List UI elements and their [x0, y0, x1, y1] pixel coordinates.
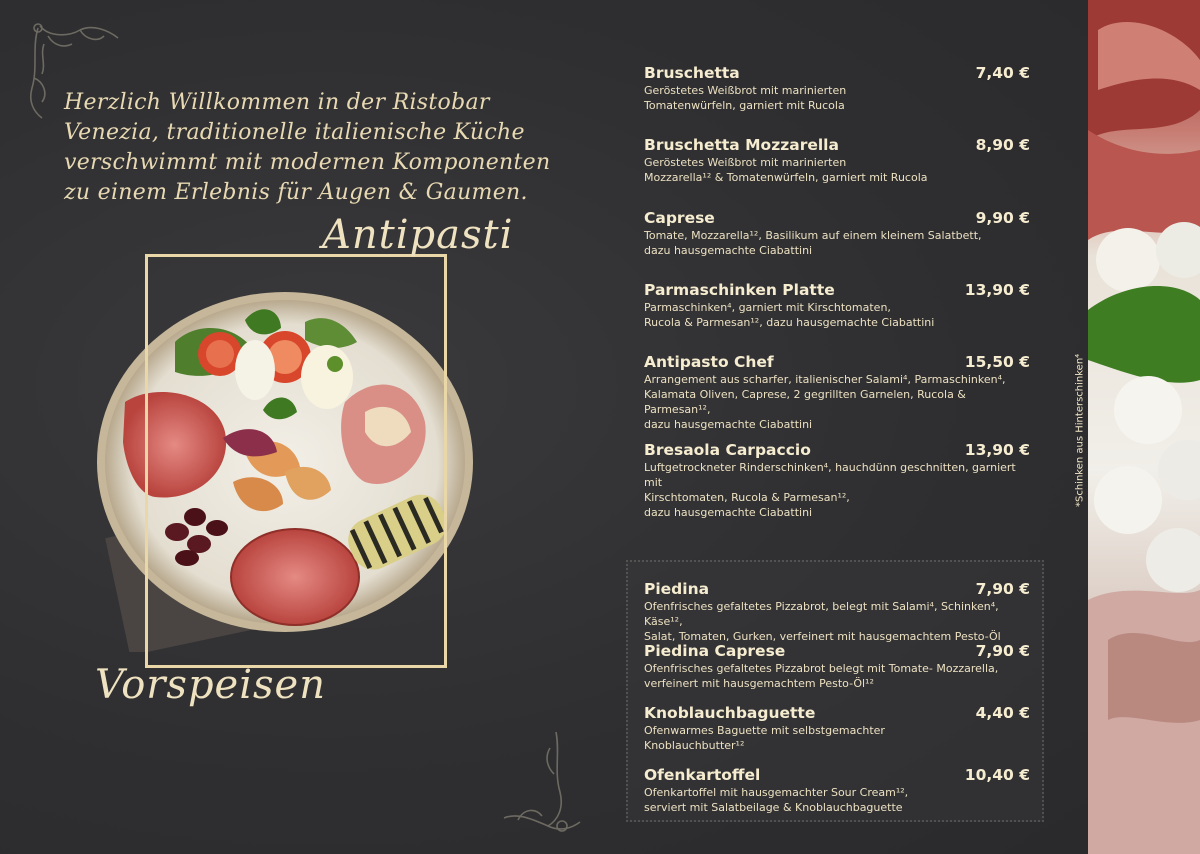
desc-line: Ofenfrisches gefaltetes Pizzabrot, belegt mit Salami⁴, Schinken⁴, Käse¹²,: [644, 600, 999, 628]
menu-item: [644, 209, 1030, 258]
desc-line: Rucola & Parmesan¹², dazu hausgemachte Ciabattini: [644, 316, 935, 329]
item-name: Bruschetta Mozzarella: [644, 136, 839, 154]
food-photo-strip: [1088, 0, 1200, 854]
desc-line: Knoblauchbutter¹²: [644, 739, 745, 752]
item-price: 15,50 €: [964, 353, 1030, 371]
desc-line: Parmaschinken⁴, garniert mit Kirschtomaten,: [644, 301, 891, 314]
item-price: 10,40 €: [964, 766, 1030, 784]
desc-line: Geröstetes Weißbrot mit marinierten: [644, 156, 847, 169]
item-name: Antipasto Chef: [644, 353, 774, 371]
desc-line: Ofenwarmes Baguette mit selbstgemachter: [644, 724, 885, 737]
menu-item: [644, 766, 1030, 815]
desc-line: Ofenkartoffel mit hausgemachter Sour Cream¹²,: [644, 786, 909, 799]
menu-item: [644, 136, 1030, 185]
photo-frame: [145, 254, 447, 668]
item-description: [644, 599, 1030, 644]
item-price: 4,40 €: [975, 704, 1030, 722]
item-description: [644, 723, 1030, 753]
menu-item: [644, 704, 1030, 753]
menu-item: [644, 441, 1030, 520]
item-price: 9,90 €: [975, 209, 1030, 227]
desc-line: serviert mit Salatbeilage & Knoblauchbaguette: [644, 801, 903, 814]
item-name: Knoblauchbaguette: [644, 704, 816, 722]
desc-line: Tomatenwürfeln, garniert mit Rucola: [644, 99, 845, 112]
item-price: 8,90 €: [975, 136, 1030, 154]
item-name: Ofenkartoffel: [644, 766, 761, 784]
welcome-text: Herzlich Willkommen in der Ristobar Venezia, traditionelle italienische Küche verschwimmt mit modernen Komponenten zu einem Erlebnis für Augen & Gaumen.: [64, 90, 551, 205]
item-price: 7,90 €: [975, 580, 1030, 598]
item-description: [644, 372, 1030, 432]
menu-item: [644, 353, 1030, 432]
menu-item: [644, 281, 1030, 330]
desc-line: Arrangement aus scharfer, italienischer Salami⁴, Parmaschinken⁴,: [644, 373, 1006, 386]
desc-line: Kirschtomaten, Rucola & Parmesan¹²,: [644, 491, 850, 504]
item-description: [644, 155, 1030, 185]
item-description: [644, 228, 1030, 258]
item-description: [644, 785, 1030, 815]
menu-item: [644, 580, 1030, 644]
title-antipasti: Antipasti: [322, 212, 514, 258]
item-description: [644, 83, 1030, 113]
item-description: [644, 300, 1030, 330]
desc-line: dazu hausgemachte Ciabattini: [644, 418, 813, 431]
item-price: 7,90 €: [975, 642, 1030, 660]
item-description: [644, 460, 1030, 520]
item-price: 13,90 €: [964, 281, 1030, 299]
desc-line: Ofenfrisches gefaltetes Pizzabrot belegt mit Tomate- Mozzarella,: [644, 662, 999, 675]
desc-line: dazu hausgemachte Ciabattini: [644, 244, 813, 257]
title-vorspeisen: Vorspeisen: [95, 662, 326, 708]
item-price: 7,40 €: [975, 64, 1030, 82]
item-name: Caprese: [644, 209, 715, 227]
ham-footnote: *Schinken aus Hinterschinken⁴: [1074, 353, 1086, 507]
item-price: 13,90 €: [964, 441, 1030, 459]
item-name: Piedina Caprese: [644, 642, 786, 660]
desc-line: Salat, Tomaten, Gurken, verfeinert mit hausgemachtem Pesto-Öl: [644, 630, 1001, 643]
item-name: Piedina: [644, 580, 710, 598]
desc-line: Tomate, Mozzarella¹², Basilikum auf einem kleinem Salatbett,: [644, 229, 982, 242]
corner-ornament-bottom: [498, 728, 588, 838]
desc-line: Mozzarella¹² & Tomatenwürfeln, garniert mit Rucola: [644, 171, 928, 184]
desc-line: Geröstetes Weißbrot mit marinierten: [644, 84, 847, 97]
item-name: Bruschetta: [644, 64, 740, 82]
item-description: [644, 661, 1030, 691]
item-name: Parmaschinken Platte: [644, 281, 835, 299]
desc-line: Kalamata Oliven, Caprese, 2 gegrillten Garnelen, Rucola & Parmesan¹²,: [644, 388, 966, 416]
desc-line: Luftgetrockneter Rinderschinken⁴, hauchdünn geschnitten, garniert mit: [644, 461, 1016, 489]
menu-item: [644, 64, 1030, 113]
desc-line: verfeinert mit hausgemachtem Pesto-Öl¹²: [644, 677, 874, 690]
desc-line: dazu hausgemachte Ciabattini: [644, 506, 813, 519]
item-name: Bresaola Carpaccio: [644, 441, 811, 459]
menu-item: [644, 642, 1030, 691]
